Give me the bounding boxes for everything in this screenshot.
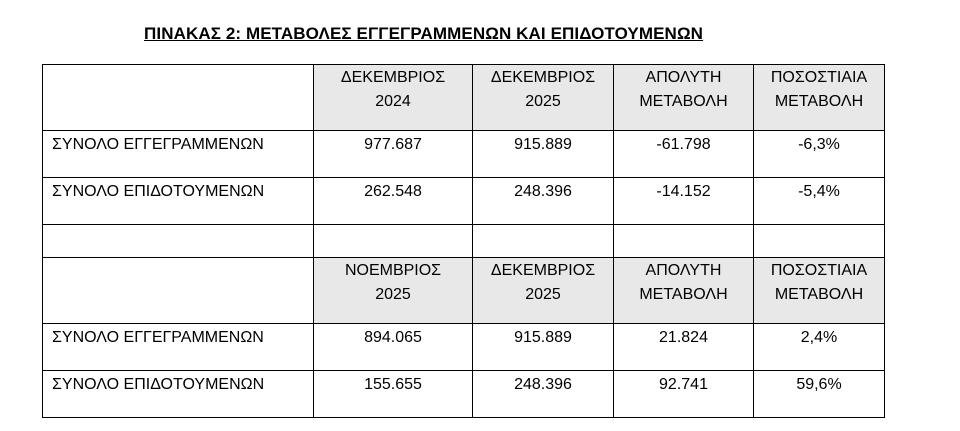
table-title: ΠΙΝΑΚΑΣ 2: ΜΕΤΑΒΟΛΕΣ ΕΓΓΕΓΡΑΜΜΕΝΩΝ ΚΑΙ ΕΠΙΔΟΤΟΥΜΕΝΩΝ [144,24,704,43]
table-row [43,324,885,371]
header-empty-cell [43,258,314,324]
header-cell-december-2025 [473,258,614,324]
header-line: ΜΕΤΑΒΟΛΗ [639,286,728,303]
row-label: ΣΥΝΟΛΟ ΕΠΙΔΟΤΟΥΜΕΝΩΝ [43,371,314,418]
header-row-november [43,258,885,324]
table-cell: 248.396 [473,178,614,225]
row-label: ΣΥΝΟΛΟ ΕΓΓΕΓΡΑΜΜΕΝΩΝ [43,324,314,371]
table-cell: -14.152 [614,178,754,225]
table-cell: 915.889 [473,324,614,371]
empty-cell [314,225,473,258]
header-cell-december-2024 [314,65,473,131]
header-line: ΝΟΕΜΒΡΙΟΣ [344,262,442,279]
table-row [43,131,885,178]
header-line: ΔΕΚΕΜΒΡΙΟΣ [340,69,446,86]
table-cell: 92.741 [614,371,754,418]
row-label: ΣΥΝΟΛΟ ΕΓΓΕΓΡΑΜΜΕΝΩΝ [43,131,314,178]
header-line: 2025 [525,93,561,110]
header-cell-percent-change [754,258,885,324]
empty-cell [473,225,614,258]
header-line: ΠΟΣΟΣΤΙΑΙΑ [770,69,868,86]
table-cell: 155.655 [314,371,473,418]
header-line: ΔΕΚΕΜΒΡΙΟΣ [490,69,596,86]
header-line: ΔΕΚΕΜΒΡΙΟΣ [490,262,596,279]
table-cell: 21.824 [614,324,754,371]
header-line: 2025 [525,286,561,303]
row-label: ΣΥΝΟΛΟ ΕΠΙΔΟΤΟΥΜΕΝΩΝ [43,178,314,225]
header-cell-december-2025 [473,65,614,131]
spacer-row [43,225,885,258]
header-line: ΑΠΟΛΥΤΗ [645,262,722,279]
table-cell: 977.687 [314,131,473,178]
header-line: ΠΟΣΟΣΤΙΑΙΑ [770,262,868,279]
empty-cell [614,225,754,258]
header-line: 2025 [375,286,411,303]
header-line: ΜΕΤΑΒΟΛΗ [639,93,728,110]
header-line: ΑΠΟΛΥΤΗ [645,69,722,86]
header-empty-cell [43,65,314,131]
empty-cell [754,225,885,258]
table-cell: 2,4% [754,324,885,371]
table-cell: 59,6% [754,371,885,418]
table-cell: 248.396 [473,371,614,418]
table-cell: 262.548 [314,178,473,225]
header-line: 2024 [375,93,411,110]
header-line: ΜΕΤΑΒΟΛΗ [774,286,864,303]
header-cell-percent-change [754,65,885,131]
table-row [43,371,885,418]
table-cell: -5,4% [754,178,885,225]
header-row-december [43,65,885,131]
table-cell: 915.889 [473,131,614,178]
header-line: ΜΕΤΑΒΟΛΗ [774,93,864,110]
header-cell-absolute-change [614,65,754,131]
header-cell-absolute-change [614,258,754,324]
table-row [43,178,885,225]
table-cell: -6,3% [754,131,885,178]
header-cell-november-2025 [314,258,473,324]
table-cell: 894.065 [314,324,473,371]
changes-table [42,64,885,418]
empty-cell [43,225,314,258]
table-cell: -61.798 [614,131,754,178]
